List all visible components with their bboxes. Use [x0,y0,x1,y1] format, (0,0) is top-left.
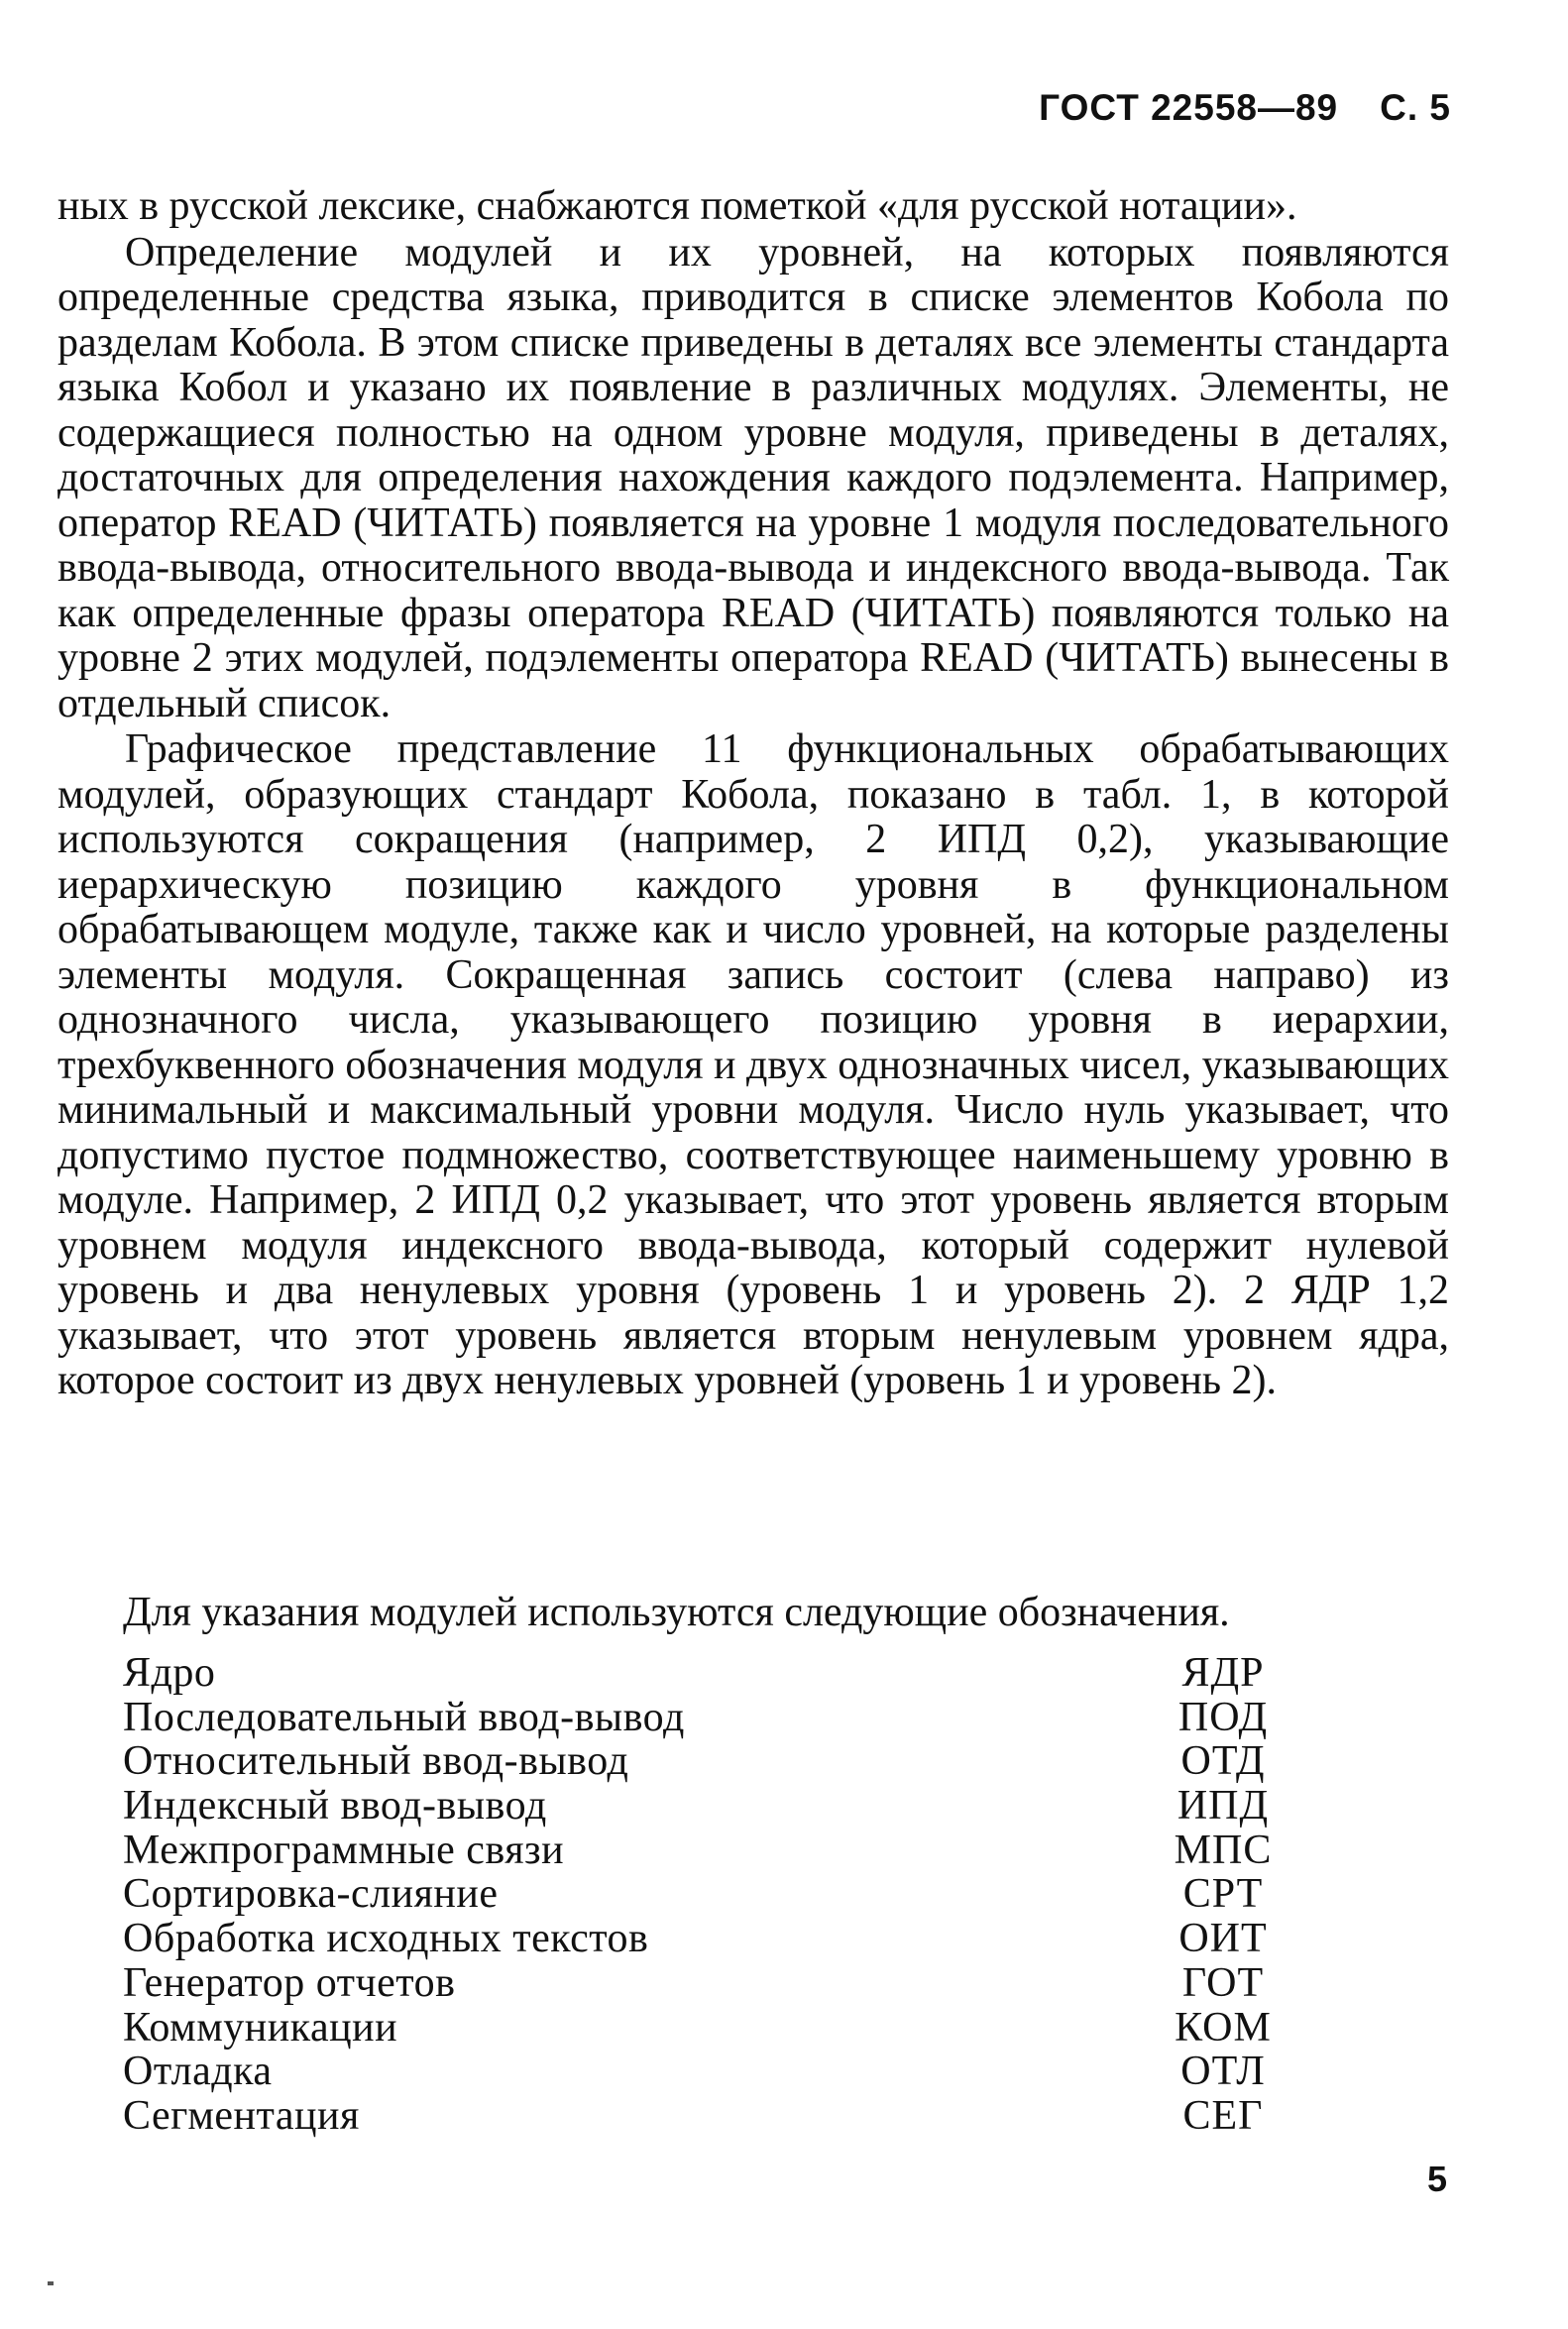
module-row [123,1961,1302,2006]
module-name: Индексный ввод-вывод [123,1783,547,1830]
header-page-label: С. 5 [1380,87,1451,128]
module-row [123,1829,1302,1873]
module-name: Межпрограммные связи [123,1827,565,1873]
scan-speck [48,2281,54,2285]
module-row [123,1872,1302,1917]
module-row [123,2094,1302,2139]
module-row [123,1651,1302,1696]
module-row [123,2050,1302,2094]
module-name: Отладка [123,2049,273,2095]
module-name: Ядро [123,1650,216,1696]
paragraph-graphic-representation: Графическое представление 11 функциональных обрабатывающих модулей, образующих стандарт Кобола, показано в табл. 1, в которой используются сокращения (например, 2 ИПД 0,2), указывающие иерархическую позицию каждого уровня в функциональном обрабатывающем модуле, также как и число уровней, на которые разделены элементы модуля. Сокращенная запись состоит (слева направо) из однозначного числа, указывающего позицию уровня в иерархии, трехбуквенного обозначения модуля и двух однозначных чисел, указывающих минимальный и максимальный уровни модуля. Число нуль указывает, что допустимо пустое подмножество, соответствующее наименьшему уровню в модуле. Например, 2 ИПД 0,2 указывает, что этот уровень является вторым уровнем модуля индексного ввода-вывода, который содержит нулевой уровень и два ненулевых уровня (уровень 1 и уровень 2). 2 ЯДР 1,2 указывает, что этот уровень является вторым ненулевым уровнем ядра, которое состоит из двух ненулевых уровней (уровень 1 и уровень 2). [57,726,1449,1403]
module-row [123,1917,1302,1961]
module-code: СРТ [1182,1871,1264,1918]
standard-number: ГОСТ 22558—89 [1039,87,1339,128]
module-row [123,1784,1302,1829]
module-name: Последовательный ввод-вывод [123,1694,685,1740]
paragraph-module-levels: Определение модулей и их уровней, на которых появляются определенные средства языка, приводится в списке элементов Кобола по разделам Кобола. В этом списке приведены в деталях все элементы стандарта языка Кобол и указано их появление в различных модулях. Элементы, не содержащиеся полностью на одном уровне модуля, приведены в деталях, достаточных для определения нахождения каждого подэлемента. Например, оператор READ (ЧИТАТЬ) появляется на уровне 1 модуля последовательного ввода-вывода, относительного ввода-вывода и индексного ввода-вывода. Так как определенные фразы оператора READ (ЧИТАТЬ) появляются только на уровне 2 этих модулей, подэлементы оператора READ (ЧИТАТЬ) вынесены в отдельный список. [57,229,1449,726]
module-row [123,1696,1302,1740]
module-code: ОИТ [1178,1916,1268,1962]
module-row [123,1739,1302,1784]
page-number: 5 [1426,2159,1447,2199]
module-code: СЕГ [1182,2092,1264,2139]
module-name: Сегментация [123,2092,360,2139]
module-code: ИПД [1176,1783,1270,1830]
module-code: ОТД [1180,1738,1266,1785]
module-name: Сортировка-слияние [123,1871,499,1918]
module-name: Коммуникации [123,2004,398,2051]
module-code: ОТЛ [1180,2049,1266,2095]
module-name: Генератор отчетов [123,1959,456,2006]
module-name: Относительный ввод-вывод [123,1738,629,1785]
module-code: ПОД [1177,1694,1269,1740]
module-code: МПС [1174,1827,1273,1873]
module-designation-list [123,1651,1302,2139]
paragraph-continuation: ных в русской лексике, снабжаются пометкой «для русской нотации». [57,183,1297,229]
module-code: ГОТ [1181,1959,1265,2006]
module-row [123,2006,1302,2051]
body-text [57,184,1449,1404]
module-code: КОМ [1175,2004,1272,2051]
module-name: Обработка исходных текстов [123,1916,649,1962]
module-code: ЯДР [1181,1650,1265,1696]
modules-intro: Для указания модулей используются следующие обозначения. [123,1590,1230,1635]
page-header [1039,87,1451,129]
